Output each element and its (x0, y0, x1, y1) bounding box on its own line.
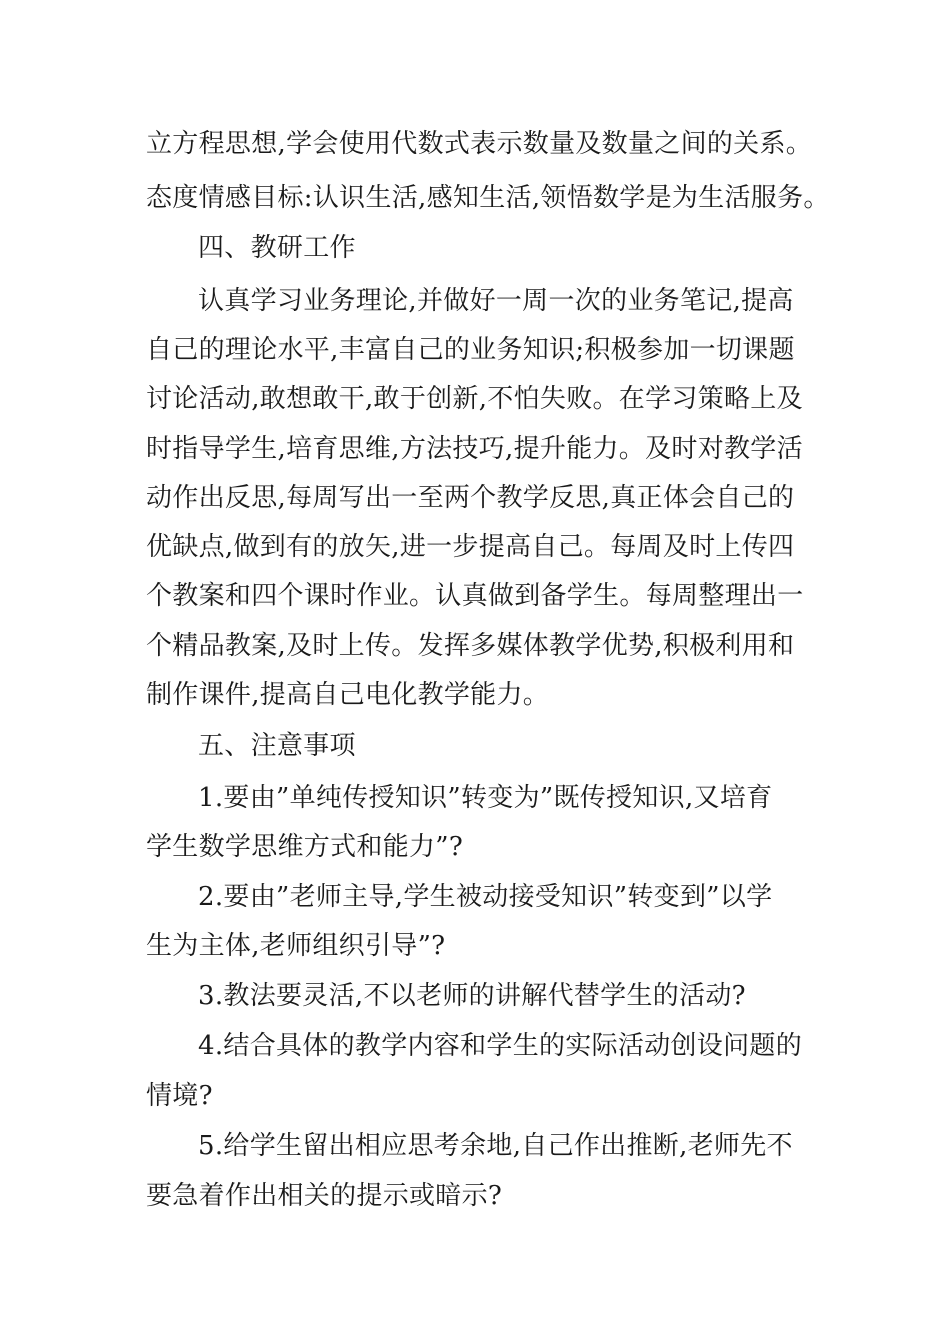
text-line: 制作课件,提高自己电化教学能力。 (146, 680, 550, 710)
section-heading-research: 四、教研工作 (198, 233, 356, 263)
text-line: 生为主体,老师组织引导”? (146, 931, 446, 961)
text-line: 动作出反思,每周写出一至两个教学反思,真正体会自己的 (146, 483, 795, 513)
text-line: 学生数学思维方式和能力”? (146, 832, 464, 862)
text-line: 态度情感目标:认识生活,感知生活,领悟数学是为生活服务。 (146, 183, 830, 213)
text-line: 要急着作出相关的提示或暗示? (146, 1181, 503, 1211)
text-line: 认真学习业务理论,并做好一周一次的业务笔记,提高 (198, 286, 794, 316)
section-heading-notes: 五、注意事项 (198, 731, 356, 761)
text-line: 立方程思想,学会使用代数式表示数量及数量之间的关系。 (146, 129, 813, 159)
text-line: 自己的理论水平,丰富自己的业务知识;积极参加一切课题 (146, 335, 795, 365)
list-item: 3.教法要灵活,不以老师的讲解代替学生的活动? (198, 981, 746, 1011)
text-line: 个教案和四个课时作业。认真做到备学生。每周整理出一 (146, 581, 804, 611)
list-item: 5.给学生留出相应思考余地,自己作出推断,老师先不 (198, 1131, 793, 1161)
text-line: 讨论活动,敢想敢干,敢于创新,不怕失败。在学习策略上及 (146, 384, 803, 414)
list-item: 4.结合具体的教学内容和学生的实际活动创设问题的 (198, 1031, 803, 1061)
list-item: 2.要由”老师主导,学生被动接受知识”转变到”以学 (198, 882, 773, 912)
text-line: 优缺点,做到有的放矢,进一步提高自己。每周及时上传四 (146, 532, 795, 562)
text-line: 时指导学生,培育思维,方法技巧,提升能力。及时对教学活 (146, 434, 803, 464)
text-line: 情境? (146, 1081, 213, 1111)
list-item: 1.要由”单纯传授知识”转变为”既传授知识,又培育 (198, 783, 773, 813)
text-line: 个精品教案,及时上传。发挥多媒体教学优势,积极利用和 (146, 631, 795, 661)
